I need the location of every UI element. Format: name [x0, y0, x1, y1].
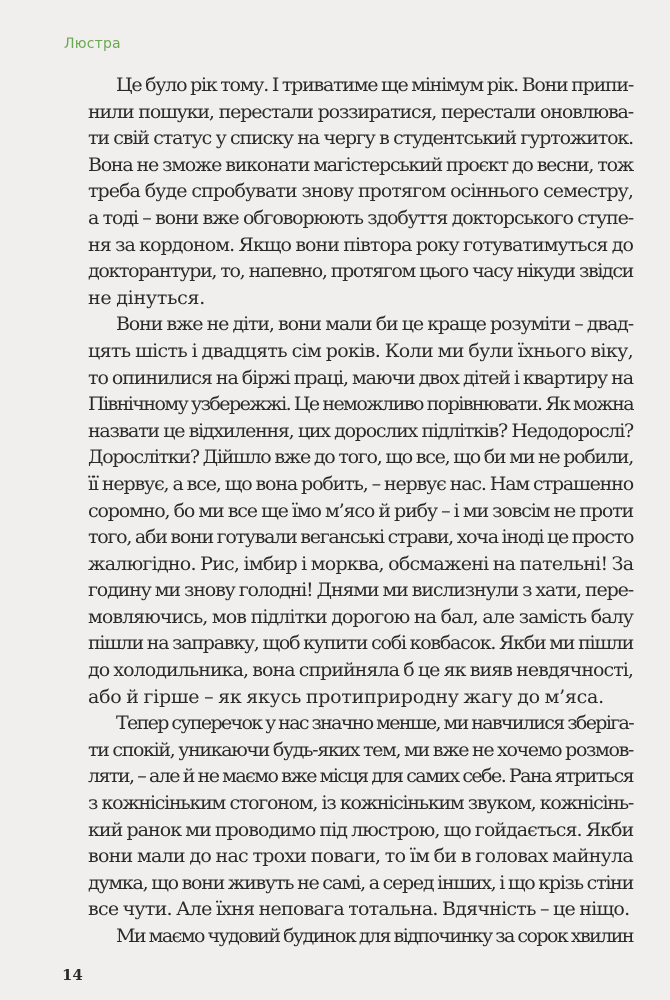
text-line: Вони вже не діти, вони мали би це краще розуміти – двад-	[116, 313, 633, 336]
text-line: Дорослітки? Дійшло вже до того, що все, що би ми не робили,	[88, 446, 633, 469]
text-line: пішли на заправку, щоб купити собі ковбасок. Якби ми пішли	[88, 632, 633, 655]
text-line: цять шість і двадцять сім років. Коли ми були їхнього віку,	[88, 339, 633, 362]
text-line: Тепер суперечок у нас значно менше, ми навчилися зберіга-	[116, 712, 633, 735]
text-line: Північному узбережжі. Це неможливо порівнювати. Як можна	[88, 393, 633, 416]
text-line: докторантури, то, напевно, протягом цього часу нікуди звідси	[88, 260, 633, 283]
text-line: а тоді – вони вже обговорюють здобуття докторського ступе-	[88, 206, 633, 229]
text-line: того, аби вони готували веганські страви, хоча іноді це просто	[88, 526, 634, 549]
text-line: соромно, бо ми все ще їмо м’ясо й рибу – і ми зовсім не проти	[88, 499, 633, 522]
text-line: кий ранок ми проводимо під люстрою, що гойдається. Якби	[88, 818, 634, 841]
text-line: її нервує, а все, що вона робить, – нервує нас. Нам страшенно	[88, 472, 633, 495]
text-line: все чути. Але їхня неповага тотальна. Вдячність – це ніщо.	[88, 898, 630, 921]
text-line: Вона не зможе виконати магістерський проєкт до весни, тож	[88, 153, 633, 176]
text-line: годину ми знову голодні! Днями ми вислизнули з хати, пере-	[88, 579, 633, 602]
text-line: Ми маємо чудовий будинок для відпочинку за сорок хвилин	[116, 925, 633, 947]
text-line: назвати це відхилення, цих дорослих підлітків? Недодорослі?	[88, 419, 633, 442]
text-line: Це було рік тому. І триватиме ще мінімум рік. Вони припи-	[116, 74, 633, 96]
running-head: Люстра	[64, 36, 121, 52]
text-line: жалюгідно. Рис, імбир і морква, обсмажені на пательні! За	[88, 552, 634, 575]
text-line: ти спокій, уникаючи будь-яких тем, ми вже не хочемо розмов-	[88, 738, 633, 761]
text-line: нили пошуки, перестали роззиратися, перестали оновлюва-	[88, 100, 633, 123]
text-line: ти свій статус у списку на чергу в студентський гуртожиток.	[88, 127, 633, 150]
text-line: думка, що вони живуть не самі, а серед інших, і що крізь стіни	[88, 871, 633, 894]
body-text	[88, 72, 633, 950]
text-line: не дінуться.	[88, 286, 206, 309]
page-number: 14	[62, 966, 83, 984]
text-line: то опинилися на біржі праці, маючи двох дітей і квартиру на	[88, 366, 633, 389]
text-line: з кожнісіньким стогоном, із кожнісіньким звуком, кожнісінь-	[88, 792, 633, 815]
text-line: або й гірше – як якусь протиприродну жагу до м’яса.	[88, 685, 604, 708]
text-line: треба буде спробувати знову протягом осіннього семестру,	[88, 180, 633, 203]
text-line: до холодильника, вона сприйняла б це як вияв невдячності,	[88, 659, 633, 682]
text-line: ляти, – але й не маємо вже місця для самих себе. Рана ятриться	[88, 765, 633, 788]
text-line: ня за кордоном. Якщо вони півтора року готуватимуться до	[88, 233, 633, 256]
text-line: мовляючись, мов підлітки дорогою на бал, але замість балу	[88, 605, 633, 628]
text-line: вони мали до нас трохи поваги, то їм би в головах майнула	[88, 845, 633, 868]
